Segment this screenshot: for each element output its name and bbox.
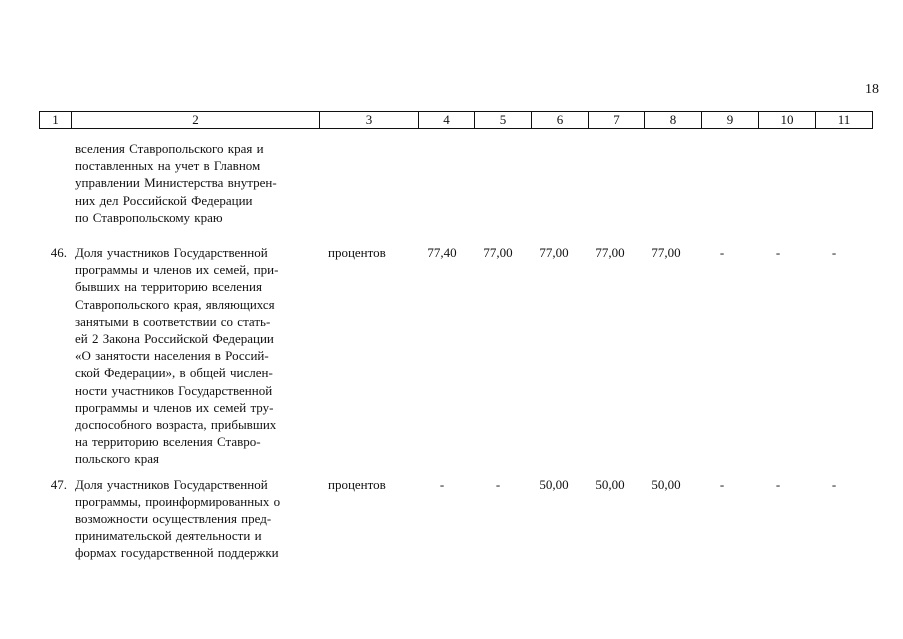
desc-line: вселения Ставропольского края и (75, 141, 264, 156)
desc-line: бывших на территорию вселения (75, 279, 262, 295)
desc-line: них дел Российской Федерации (75, 192, 253, 208)
table-body (39, 140, 872, 562)
header-cell: 9 (702, 112, 759, 129)
desc-line: Ставропольского края, являющихся (75, 296, 275, 312)
desc-line: программы и членов их семей тру- (75, 399, 274, 415)
value-cell: 77,00 (483, 245, 513, 261)
value-cell: 77,00 (595, 245, 625, 261)
value-cell: - (831, 245, 837, 261)
column-header-table (39, 111, 873, 129)
desc-line: программы, проинформированных о (75, 493, 281, 509)
desc-line: поставленных на учет в Главном (75, 158, 261, 174)
header-cell: 1 (40, 112, 72, 129)
row-description (75, 244, 314, 468)
header-cell: 2 (72, 112, 320, 129)
value-cell: - (439, 476, 445, 492)
desc-line: занятыми в соответствии со стать- (75, 313, 271, 329)
table-row (39, 244, 872, 468)
desc-line: на территорию вселения Ставро- (75, 434, 261, 450)
value-cell: - (775, 245, 781, 261)
row-unit: процентов (328, 476, 386, 492)
desc-line: принимательской деятельности и (75, 528, 262, 544)
value-cell: - (831, 476, 837, 492)
desc-line: «О занятости населения в Россий- (75, 348, 269, 364)
header-cell: 6 (532, 112, 589, 129)
header-cell: 10 (759, 112, 816, 129)
desc-line: Доля участников Государственной (75, 245, 268, 261)
desc-line: управлении Министерства внутрен- (75, 175, 277, 191)
row-description (75, 140, 314, 226)
desc-line: ности участников Государственной (75, 382, 273, 398)
desc-line: формах государственной поддержки (75, 545, 279, 561)
table-row (39, 140, 872, 226)
table-row (39, 476, 872, 562)
header-row (40, 112, 873, 129)
row-number: 46. (50, 245, 67, 261)
value-cell: - (775, 476, 781, 492)
desc-line: программы и членов их семей, при- (75, 262, 279, 278)
desc-line: возможности осуществления пред- (75, 511, 272, 527)
value-cell: 77,00 (651, 245, 681, 261)
page-number: 18 (865, 82, 879, 97)
desc-line: Доля участников Государственной (75, 476, 268, 492)
value-cell: 50,00 (651, 476, 681, 492)
desc-line: ей 2 Закона Российской Федерации (75, 331, 274, 347)
value-cell: - (719, 476, 725, 492)
header-cell: 3 (320, 112, 419, 129)
value-cell: - (495, 476, 501, 492)
row-description (75, 476, 314, 562)
desc-line: польского края (75, 451, 159, 467)
value-cell: 50,00 (539, 476, 569, 492)
value-cell: 77,00 (539, 245, 569, 261)
value-cell: 50,00 (595, 476, 625, 492)
desc-line: ской Федерации», в общей числен- (75, 365, 273, 381)
desc-line: доспособного возраста, прибывших (75, 417, 277, 433)
row-unit: процентов (328, 245, 386, 261)
header-cell: 8 (645, 112, 702, 129)
header-cell: 11 (816, 112, 873, 129)
value-cell: - (719, 245, 725, 261)
row-number: 47. (50, 476, 67, 492)
header-cell: 4 (419, 112, 475, 129)
value-cell: 77,40 (427, 245, 457, 261)
desc-line: по Ставропольскому краю (75, 209, 223, 225)
header-cell: 5 (475, 112, 532, 129)
header-cell: 7 (589, 112, 645, 129)
